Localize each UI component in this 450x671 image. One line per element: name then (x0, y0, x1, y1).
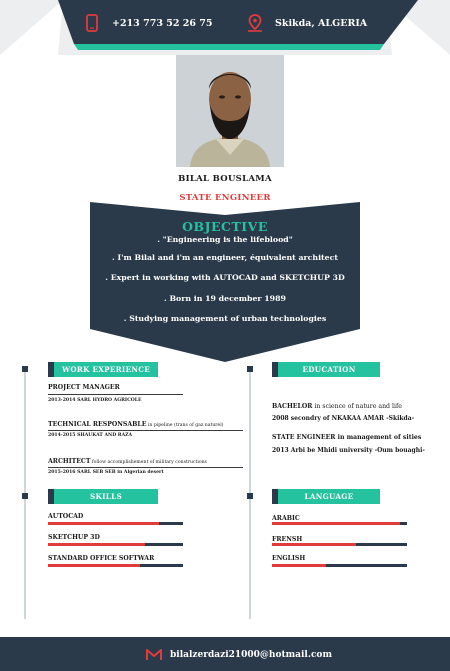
skill-bar-fill (48, 543, 145, 546)
work-item-title (48, 458, 207, 465)
skill-bar (48, 543, 183, 546)
work-item-role: ARCHITECT (48, 458, 91, 465)
work-item-detail: 2014-2015 SHAUKAT AND RAZA (48, 433, 133, 438)
objective-line: . Studying management of urban technologies (123, 314, 327, 323)
job-title: STATE ENGINEER (179, 193, 271, 203)
education-degree: BACHELOR (272, 403, 313, 410)
divider (48, 467, 243, 468)
location-text: Skikda, ALGERIA (275, 17, 368, 29)
objective-line: . Expert in working with AUTOCAD and SKETCHUP 3D (105, 273, 345, 282)
work-item-sub: in pipeline (trans of gaz naturel) (146, 423, 224, 428)
email-address[interactable]: bilalzerdazi21000@hotmail.com (170, 650, 332, 660)
skill-bar-fill (48, 522, 159, 525)
language-bar-fill (272, 522, 400, 525)
work-experience-label: WORK EXPERIENCE (61, 365, 151, 374)
skill-bar-fill (48, 564, 140, 567)
work-item-detail: 2015-2016 SARL SEB SEB in Algerian desert (48, 470, 164, 475)
phone-number: +213 773 52 26 75 (112, 17, 213, 29)
map-pin-icon (247, 14, 263, 32)
profile-photo (176, 55, 284, 167)
header-location (247, 14, 367, 32)
language-bar-fill (272, 543, 356, 546)
divider (48, 430, 243, 431)
skills-heading (48, 489, 158, 504)
skill-name: AUTOCAD (48, 513, 84, 520)
language-bar (272, 522, 407, 525)
timeline-marker (247, 366, 253, 372)
education-item-title (272, 403, 402, 410)
education-sub: in science of nature and life (312, 403, 402, 410)
work-item-detail: 2013-2014 SARL HYDRO AGRICOLE (48, 398, 142, 403)
education-item-detail: 2008 secondry of NKAKAA AMAR -Skikda- (272, 415, 415, 422)
timeline-marker (22, 366, 28, 372)
skill-name: SKETCHUP 3D (48, 534, 100, 541)
skill-name: STANDARD OFFICE SOFTWAR (48, 555, 155, 562)
language-heading (272, 489, 380, 504)
language-name: ENGLISH (272, 555, 306, 562)
work-item-role: TECHNICAL RESPONSABLE (48, 421, 147, 428)
objective-line: . I'm Bilal and i'm an engineer, équivalent architect (112, 253, 338, 262)
skill-bar (48, 564, 183, 567)
skills-label: SKILLS (90, 492, 122, 501)
footer (0, 637, 450, 671)
language-name: ARABIC (272, 515, 300, 522)
language-bar-fill (272, 564, 326, 567)
work-item-sub: follow accomplishement of military constructions (90, 460, 207, 465)
phone-icon (84, 14, 100, 32)
education-item-detail: 2013 Arbi be Mhidi university -Oum bouaghi- (272, 447, 425, 454)
education-heading (272, 362, 380, 377)
work-experience-heading (48, 362, 158, 377)
header-phone (84, 14, 213, 32)
education-item-title (272, 434, 421, 441)
language-bar (272, 564, 407, 567)
timeline-marker (22, 493, 28, 499)
timeline-marker (247, 493, 253, 499)
objective-line: . Born in 19 december 1989 (164, 294, 286, 303)
mail-icon (146, 649, 162, 661)
person-name: BILAL BOUSLAMA (178, 174, 272, 184)
objective-line: . "Engineering is the lifeblood" (157, 235, 293, 244)
objective-heading: OBJECTIVE (182, 219, 268, 234)
divider (48, 394, 183, 395)
footer-email (146, 649, 332, 661)
work-item-role: PROJECT MANAGER (48, 384, 120, 391)
work-item-title (48, 421, 223, 428)
language-name: FRENSH (272, 536, 303, 543)
language-bar (272, 543, 407, 546)
work-item-title (48, 384, 120, 391)
education-label: EDUCATION (302, 365, 356, 374)
skill-bar (48, 522, 183, 525)
header-banner (0, 0, 450, 55)
education-degree: STATE ENGINEER in management of sities (272, 434, 422, 441)
language-label: LANGUAGE (304, 492, 354, 501)
